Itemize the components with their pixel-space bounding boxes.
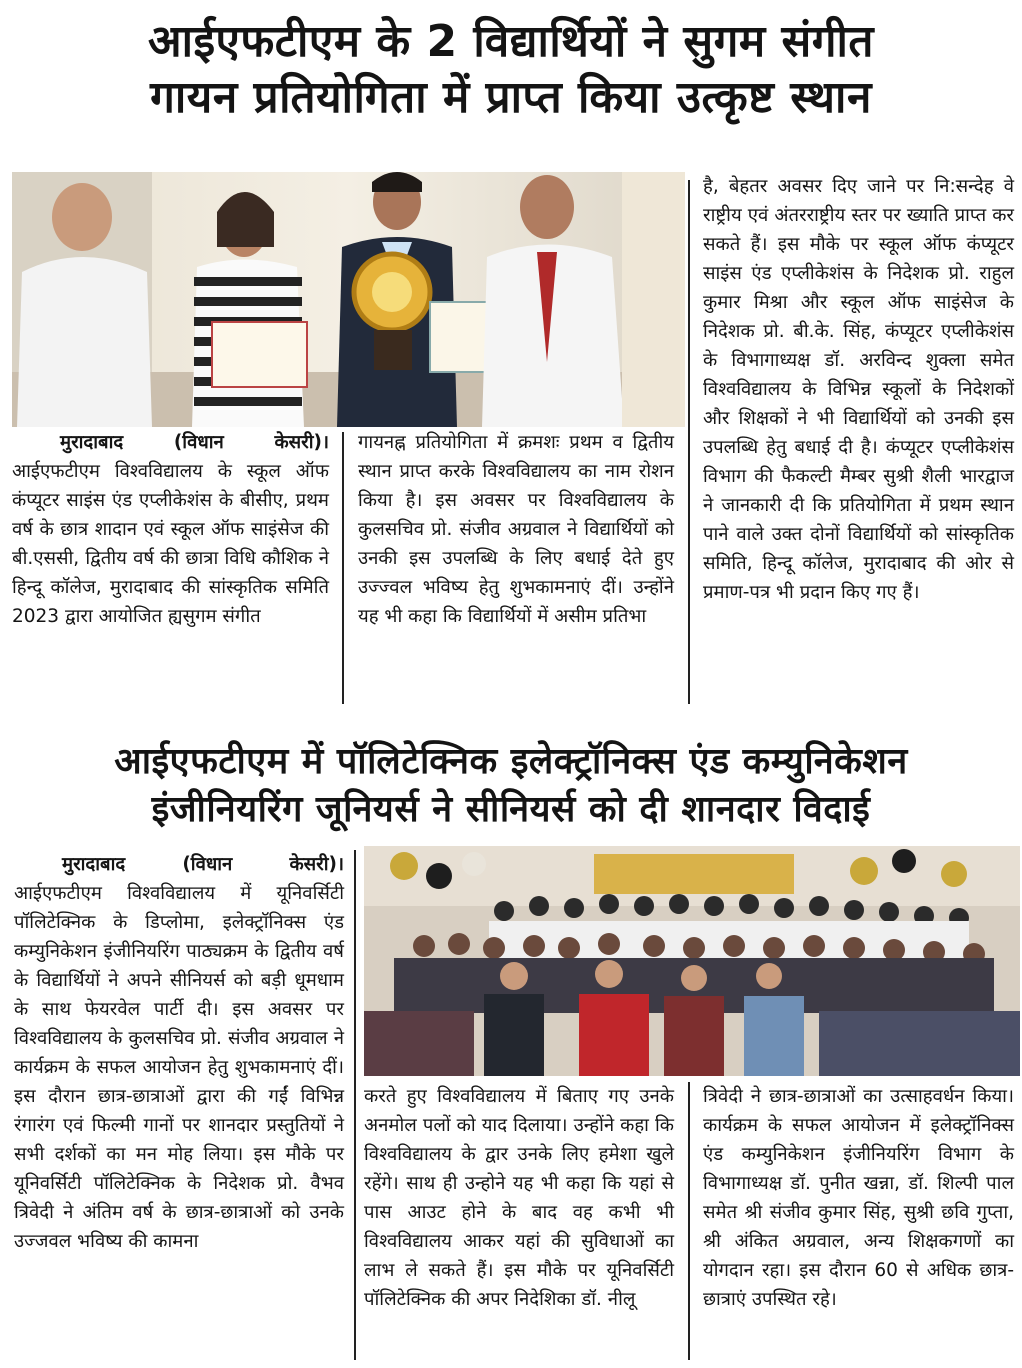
- article1-col1-text: आईएफटीएम विश्वविद्यालय के स्कूल ऑफ कंप्यूटर साइंस एंड एप्लीकेशंस के बीसीए, प्रथम वर्ष के छात्र शादान एवं स्कूल ऑफ साइंसेज की बी.एससी, द्वितीय वर्ष की छात्रा विधि कौशिक ने हिन्दू कॉलेज, मुरादाबाद की सांस्कृतिक समिति 2023 द्वारा आयोजित ह्यसुगम संगीत: [12, 461, 329, 627]
- article1-column-1: [12, 428, 329, 631]
- article1-headline: [0, 14, 1022, 126]
- group-photo-image: [364, 846, 1020, 1076]
- article2-column-3: [703, 1082, 1014, 1314]
- column-divider: [342, 432, 344, 704]
- article1-col2-text: गायनह्न प्रतियोगिता में क्रमशः प्रथम व द्वितीय स्थान प्राप्त करके विश्वविद्यालय का नाम रोशन किया है। इस अवसर पर विश्वविद्यालय के कुलसचिव प्रो. संजीव अग्रवाल ने विद्यार्थियों को उनकी इस उपलब्धि के लिए बधाई देते हुए उज्ज्वल भविष्य हेतु शुभकामनाएं दीं। उन्होंने यह भी कहा कि विद्यार्थियों में असीम प्रतिभा: [358, 432, 674, 627]
- article2-photo: [364, 846, 1020, 1076]
- award-photo-image: [12, 172, 685, 427]
- article1-headline-line1: आईएफटीएम के 2 विद्यार्थियों ने सुगम संगीत: [147, 16, 874, 67]
- column-divider: [354, 850, 356, 1360]
- column-divider: [688, 1082, 690, 1360]
- article2-headline-line2: इंजीनियरिंग जूनियर्स ने सीनियर्स को दी शानदार विदाई: [151, 789, 871, 830]
- article2-headline-line1: आईएफटीएम में पॉलिटेक्निक इलेक्ट्रॉनिक्स एंड कम्युनिकेशन: [114, 741, 908, 782]
- article2-col2-text: करते हुए विश्वविद्यालय में बिताए गए उनके अनमोल पलों को याद दिलाया। उन्होंने कहा कि विश्वविद्यालय के द्वार उनके लिए हमेशा खुले रहेंगे। साथ ही उन्होने यह भी कहा कि यहां से पास आउट होने के बाद वह कभी भी विश्वविद्यालय आकर यहां की सुविधाओं का लाभ ले सकते हैं। इस मौके पर यूनिवर्सिटी पॉलिटेक्निक की अपर निदेशिका डॉ. नीलू: [364, 1086, 674, 1310]
- article2-col1-text: आईएफटीएम विश्वविद्यालय में यूनिवर्सिटी पॉलिटेक्निक के डिप्लोमा, इलेक्ट्रॉनिक्स एंड कम्युनिकेशन इंजीनियरिंग पाठ्यक्रम के द्वितीय वर्ष के विद्यार्थियों ने अपने सीनियर्स को बड़ी धूमधाम के साथ फेयरवेल पार्टी दी। इस अवसर पर विश्वविद्यालय के कुलसचिव प्रो. संजीव अग्रवाल ने कार्यक्रम के सफल आयोजन हेतु शुभकामनाएं दीं। इस दौरान छात्र-छात्राओं द्वारा की गईं विभिन्न रंगारंग एवं फिल्मी गानों पर शानदार प्रस्तुतियों ने सभी दर्शकों का मन मोह लिया। इस मौके पर यूनिवर्सिटी पॉलिटेक्निक के निदेशक प्रो. वैभव त्रिवेदी ने अंतिम वर्ष के छात्र-छात्राओं को उनके उज्जवल भविष्य की कामना: [14, 883, 344, 1252]
- article2-dateline: मुरादाबाद (विधान केसरी)।: [62, 854, 344, 875]
- article1-headline-line2: गायन प्रतियोगिता में प्राप्त किया उत्कृष्ट स्थान: [150, 72, 872, 123]
- article1-photo: [12, 172, 685, 427]
- article1-col3-text: है, बेहतर अवसर दिए जाने पर नि:सन्देह वे राष्ट्रीय एवं अंतरराष्ट्रीय स्तर पर ख्याति प्राप्त कर सकते हैं। इस मौके पर स्कूल ऑफ कंप्यूटर साइंस एंड एप्लीकेशंस के निदेशक प्रो. राहुल कुमार मिश्रा और स्कूल ऑफ साइंसेज के निदेशक प्रो. बी.के. सिंह, कंप्यूटर एप्लीकेशंस के विभागाध्यक्ष डॉ. अरविन्द शुक्ला समेत विश्वविद्यालय के विभिन्न स्कूलों के निदेशकों और शिक्षकों ने भी विद्यार्थियों को उनकी इस उपलब्धि हेतु बधाई दी है। कंप्यूटर एप्लीकेशंस विभाग की फैकल्टी मैम्बर सुश्री शैली भारद्वाज ने जानकारी दी कि प्रतियोगिता में प्रथम स्थान पाने वाले उक्त दोनों विद्यार्थियों को सांस्कृतिक समिति, हिन्दू कॉलेज, मुरादाबाद की ओर से प्रमाण-पत्र भी प्रदान किए गए हैं।: [703, 176, 1014, 603]
- article2-headline: [0, 738, 1022, 834]
- article1-column-2: [358, 428, 674, 631]
- article1-body-col1: [12, 428, 329, 631]
- column-divider: [688, 180, 690, 704]
- article1-dateline: मुरादाबाद (विधान केसरी)।: [60, 432, 329, 453]
- article2-body-col1: [14, 850, 344, 1256]
- article1-column-3: [703, 172, 1014, 607]
- article2-column-2: [364, 1082, 674, 1314]
- article2-column-1: [14, 850, 344, 1256]
- article2-col3-text: त्रिवेदी ने छात्र-छात्राओं का उत्साहवर्धन किया। कार्यक्रम के सफल आयोजन में इलेक्ट्रॉनिक्स एंड कम्युनिकेशन इंजीनियरिंग विभाग के विभागाध्यक्ष डॉ. पुनीत खन्ना, डॉ. शिल्पी पाल समेत श्री संजीव कुमार सिंह, सुश्री छवि गुप्ता, श्री अंकित अग्रवाल, अन्य शिक्षकगणों का योगदान रहा। इस दौरान 60 से अधिक छात्र-छात्राएं उपस्थित रहे।: [703, 1086, 1014, 1310]
